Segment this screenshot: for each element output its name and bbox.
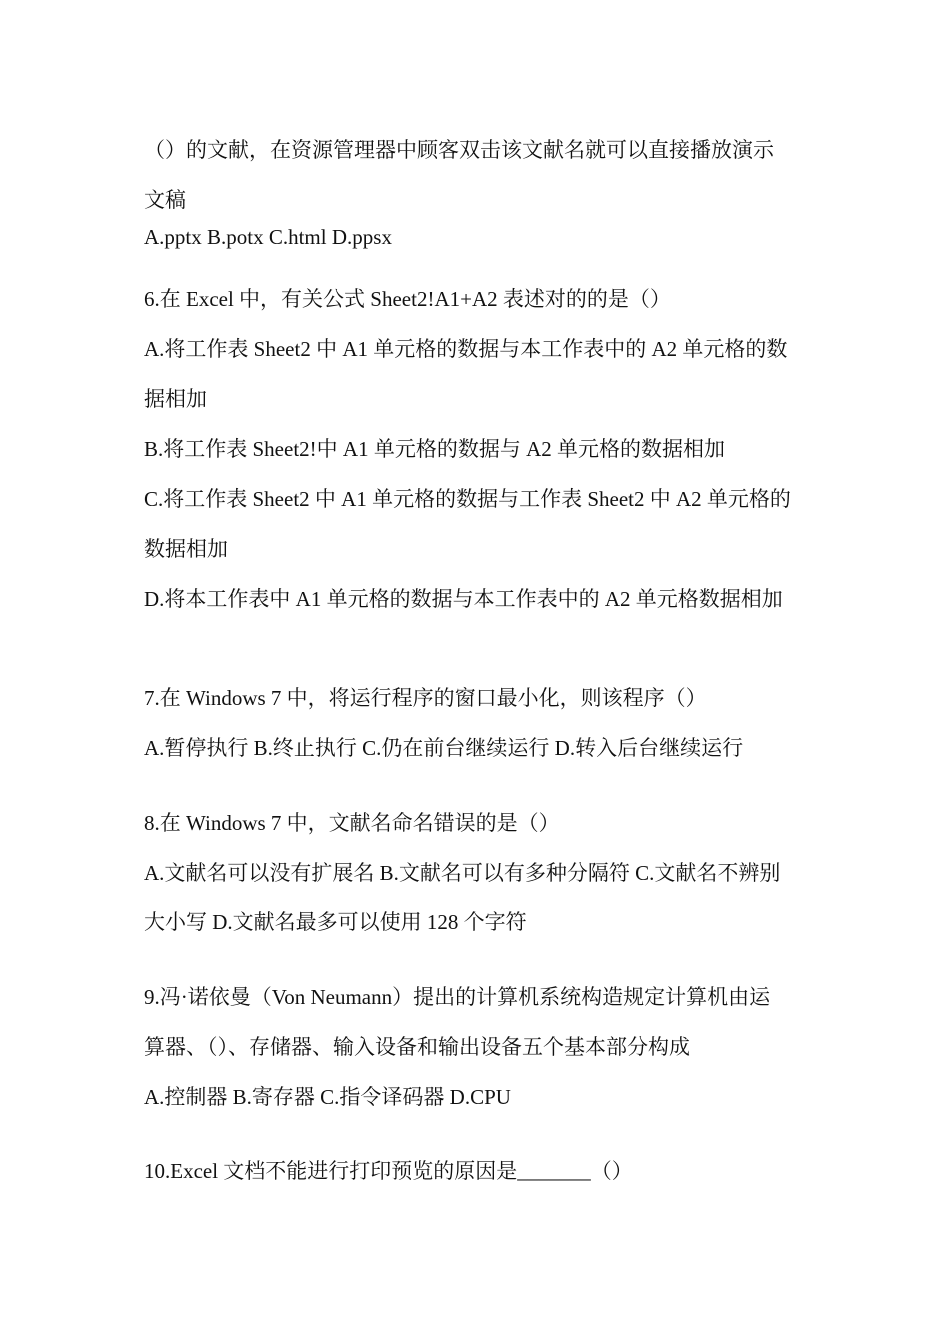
q6-option-b: B.将工作表 Sheet2!中 A1 单元格的数据与 A2 单元格的数据相加 [144, 437, 725, 461]
q6-option-d: D.将本工作表中 A1 单元格的数据与本工作表中的 A2 单元格数据相加 [144, 587, 783, 611]
q9-stem-line2: 算器、（）、存储器、输入设备和输出设备五个基本部分构成 [144, 1035, 690, 1059]
q6-option-c-line1: C.将工作表 Sheet2 中 A1 单元格的数据与工作表 Sheet2 中 A2 单元格的 [144, 487, 791, 511]
q9-stem-line1: 9.冯·诺依曼（Von Neumann）提出的计算机系统构造规定计算机由运 [144, 985, 771, 1009]
q8-stem: 8.在 Windows 7 中，文献名命名错误的是（） [144, 811, 560, 835]
q9-options: A.控制器 B.寄存器 C.指令译码器 D.CPU [144, 1085, 511, 1109]
q6-option-a-line2: 据相加 [144, 387, 207, 411]
q7-options: A.暂停执行 B.终止执行 C.仍在前台继续运行 D.转入后台继续运行 [144, 736, 744, 760]
q10-stem: 10.Excel 文档不能进行打印预览的原因是_______（） [144, 1159, 633, 1183]
q5-options: A.pptx B.potx C.html D.ppsx [144, 225, 392, 249]
q5-stem-line2: 文稿 [144, 188, 186, 212]
q7-stem: 7.在 Windows 7 中，将运行程序的窗口最小化，则该程序（） [144, 686, 707, 710]
q6-option-a-line1: A.将工作表 Sheet2 中 A1 单元格的数据与本工作表中的 A2 单元格的数 [144, 337, 788, 361]
q5-stem-line1: （）的文献，在资源管理器中顾客双击该文献名就可以直接播放演示 [144, 138, 774, 162]
q8-options-line2: 大小写 D.文献名最多可以使用 128 个字符 [144, 910, 527, 934]
q6-option-c-line2: 数据相加 [144, 537, 228, 561]
q6-stem: 6.在 Excel 中，有关公式 Sheet2!A1+A2 表述对的的是（） [144, 287, 671, 311]
q8-options-line1: A.文献名可以没有扩展名 B.文献名可以有多种分隔符 C.文献名不辨别 [144, 861, 781, 885]
